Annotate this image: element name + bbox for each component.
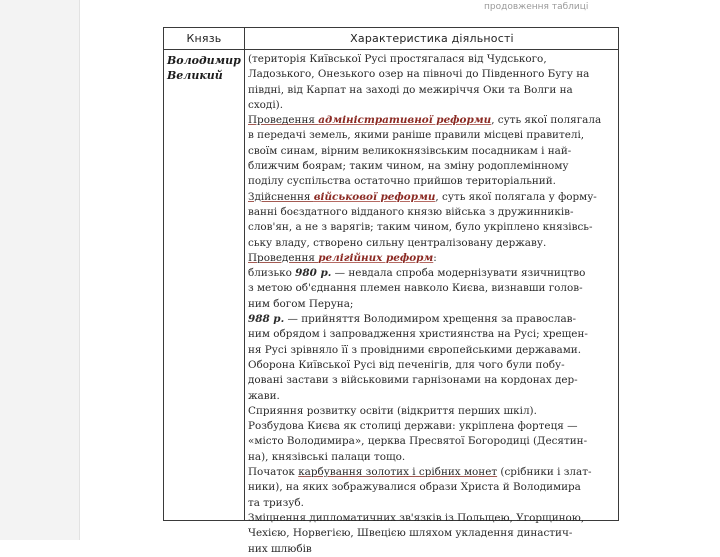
text-segment: в передачі земель, якими раніше правили місцеві правителі, [248, 129, 585, 142]
prince-name-line: Володимир [167, 54, 241, 67]
text-segment: карбування золотих і срібних монет [298, 466, 498, 479]
text-segment: Ладозького, Онезького озер на півночі до Південного Бугу на [248, 68, 590, 81]
text-segment: Проведення [248, 251, 319, 264]
text-segment: , суть якої полягала [491, 114, 602, 127]
description-line [248, 450, 618, 465]
prince-name-cell [167, 53, 243, 83]
text-segment: ня Русі зрівняло її з провідними європейськими державами. [248, 343, 582, 356]
text-segment: — невдала спроба модернізувати язичництво [331, 267, 586, 280]
history-table [163, 27, 619, 555]
text-segment: ванні боєздатного відданого князю війська з дружинників- [248, 205, 574, 218]
description-line [248, 327, 618, 342]
description-line [248, 404, 618, 419]
description-line [248, 281, 618, 296]
description-line [248, 434, 618, 449]
description-line [248, 480, 618, 495]
text-segment: — прийняття Володимиром хрещення за православ- [284, 313, 577, 326]
text-segment: 988 р. [248, 313, 285, 326]
text-segment: Оборона Київської Русі від печенігів, для чого були побу- [248, 358, 565, 371]
text-segment: близько [248, 267, 296, 280]
text-segment: сході). [248, 98, 284, 111]
text-segment: з метою об'єднання племен навколо Києва, визнавши голов- [248, 282, 583, 295]
text-segment: Сприяння розвитку освіти (відкриття перших шкіл). [248, 404, 537, 417]
description-line [248, 190, 618, 205]
text-segment: : [433, 251, 437, 264]
column-header-prince: Князь [186, 32, 222, 45]
reform-term: військової реформи [313, 190, 436, 203]
text-segment: (срібники і злат- [497, 466, 592, 479]
text-segment: на), князівські палаци тощо. [248, 450, 406, 463]
description-line [248, 83, 618, 98]
text-segment: Розбудова Києва як столиці держави: укріплена фортеця — [248, 420, 578, 433]
description-line [248, 128, 618, 143]
description-line [248, 389, 618, 404]
text-segment: Здійснення [248, 190, 314, 203]
text-segment: ближчим боярам; таким чином, на зміну родоплемінному [248, 160, 569, 173]
description-line [248, 67, 618, 82]
description-line [248, 496, 618, 511]
description-line [248, 465, 618, 480]
description-line [248, 251, 618, 266]
column-divider [244, 28, 245, 520]
description-line [248, 220, 618, 235]
text-segment: ним обрядом і запровадження християнства на Русі; хрещен- [248, 328, 588, 341]
text-segment: Зміцнення дипломатичних зв'язків із Польщею, Угорщиною, [248, 511, 585, 524]
description-line [248, 358, 618, 373]
prince-name-line: Великий [167, 69, 223, 82]
continuation-note: продовження таблиці [484, 2, 589, 12]
text-segment: поділу суспільства остаточно прийшов територіальний. [248, 175, 556, 188]
text-segment: Початок [248, 466, 299, 479]
column-header-description: Характеристика діяльності [350, 32, 514, 45]
description-line [248, 113, 618, 128]
text-segment: ники), на яких зображувалися образи Христа й Володимира [248, 481, 581, 494]
description-cell [248, 52, 618, 557]
text-segment: 980 р. [295, 267, 332, 280]
description-line [248, 373, 618, 388]
description-line [248, 52, 618, 67]
description-line [248, 419, 618, 434]
text-segment: слов'ян, а не з варягів; таким чином, було укріплено князівсь- [248, 221, 593, 234]
text-segment: , суть якої полягала у форму- [435, 190, 597, 203]
description-line [248, 312, 618, 327]
text-segment: ську владу, створено сильну централізовану державу. [248, 236, 547, 249]
description-line [248, 144, 618, 159]
text-segment: них шлюбів [248, 542, 312, 555]
description-line [248, 98, 618, 113]
description-line [248, 511, 618, 526]
text-segment: ним богом Перуна; [248, 297, 354, 310]
text-segment: та тризуб. [248, 496, 304, 509]
page-margin [0, 0, 80, 540]
text-segment: своїм синам, вірним великокнязівським посадникам і най- [248, 144, 572, 157]
description-line [248, 526, 618, 541]
reform-term: релігійних реформ [318, 251, 434, 264]
description-line [248, 174, 618, 189]
text-segment: Чехією, Норвегією, Швецією шляхом укладення династич- [248, 527, 573, 540]
text-segment: довані застави з військовими гарнізонами на кордонах дер- [248, 374, 578, 387]
text-segment: «місто Володимира», церква Пресвятої Богородиці (Десятин- [248, 435, 588, 448]
reform-term: адміністративної реформи [318, 114, 492, 127]
text-segment: півдні, від Карпат на заході до межиріччя Оки та Волги на [248, 83, 573, 96]
description-line [248, 236, 618, 251]
description-line [248, 266, 618, 281]
description-line [248, 159, 618, 174]
text-segment: (територія Київської Русі простягалася від Чудського, [248, 53, 547, 65]
text-segment: Проведення [248, 114, 319, 127]
description-line [248, 343, 618, 358]
text-segment: жави. [248, 389, 280, 402]
description-line [248, 297, 618, 312]
header-divider [164, 49, 618, 50]
description-line [248, 205, 618, 220]
description-line [248, 542, 618, 557]
